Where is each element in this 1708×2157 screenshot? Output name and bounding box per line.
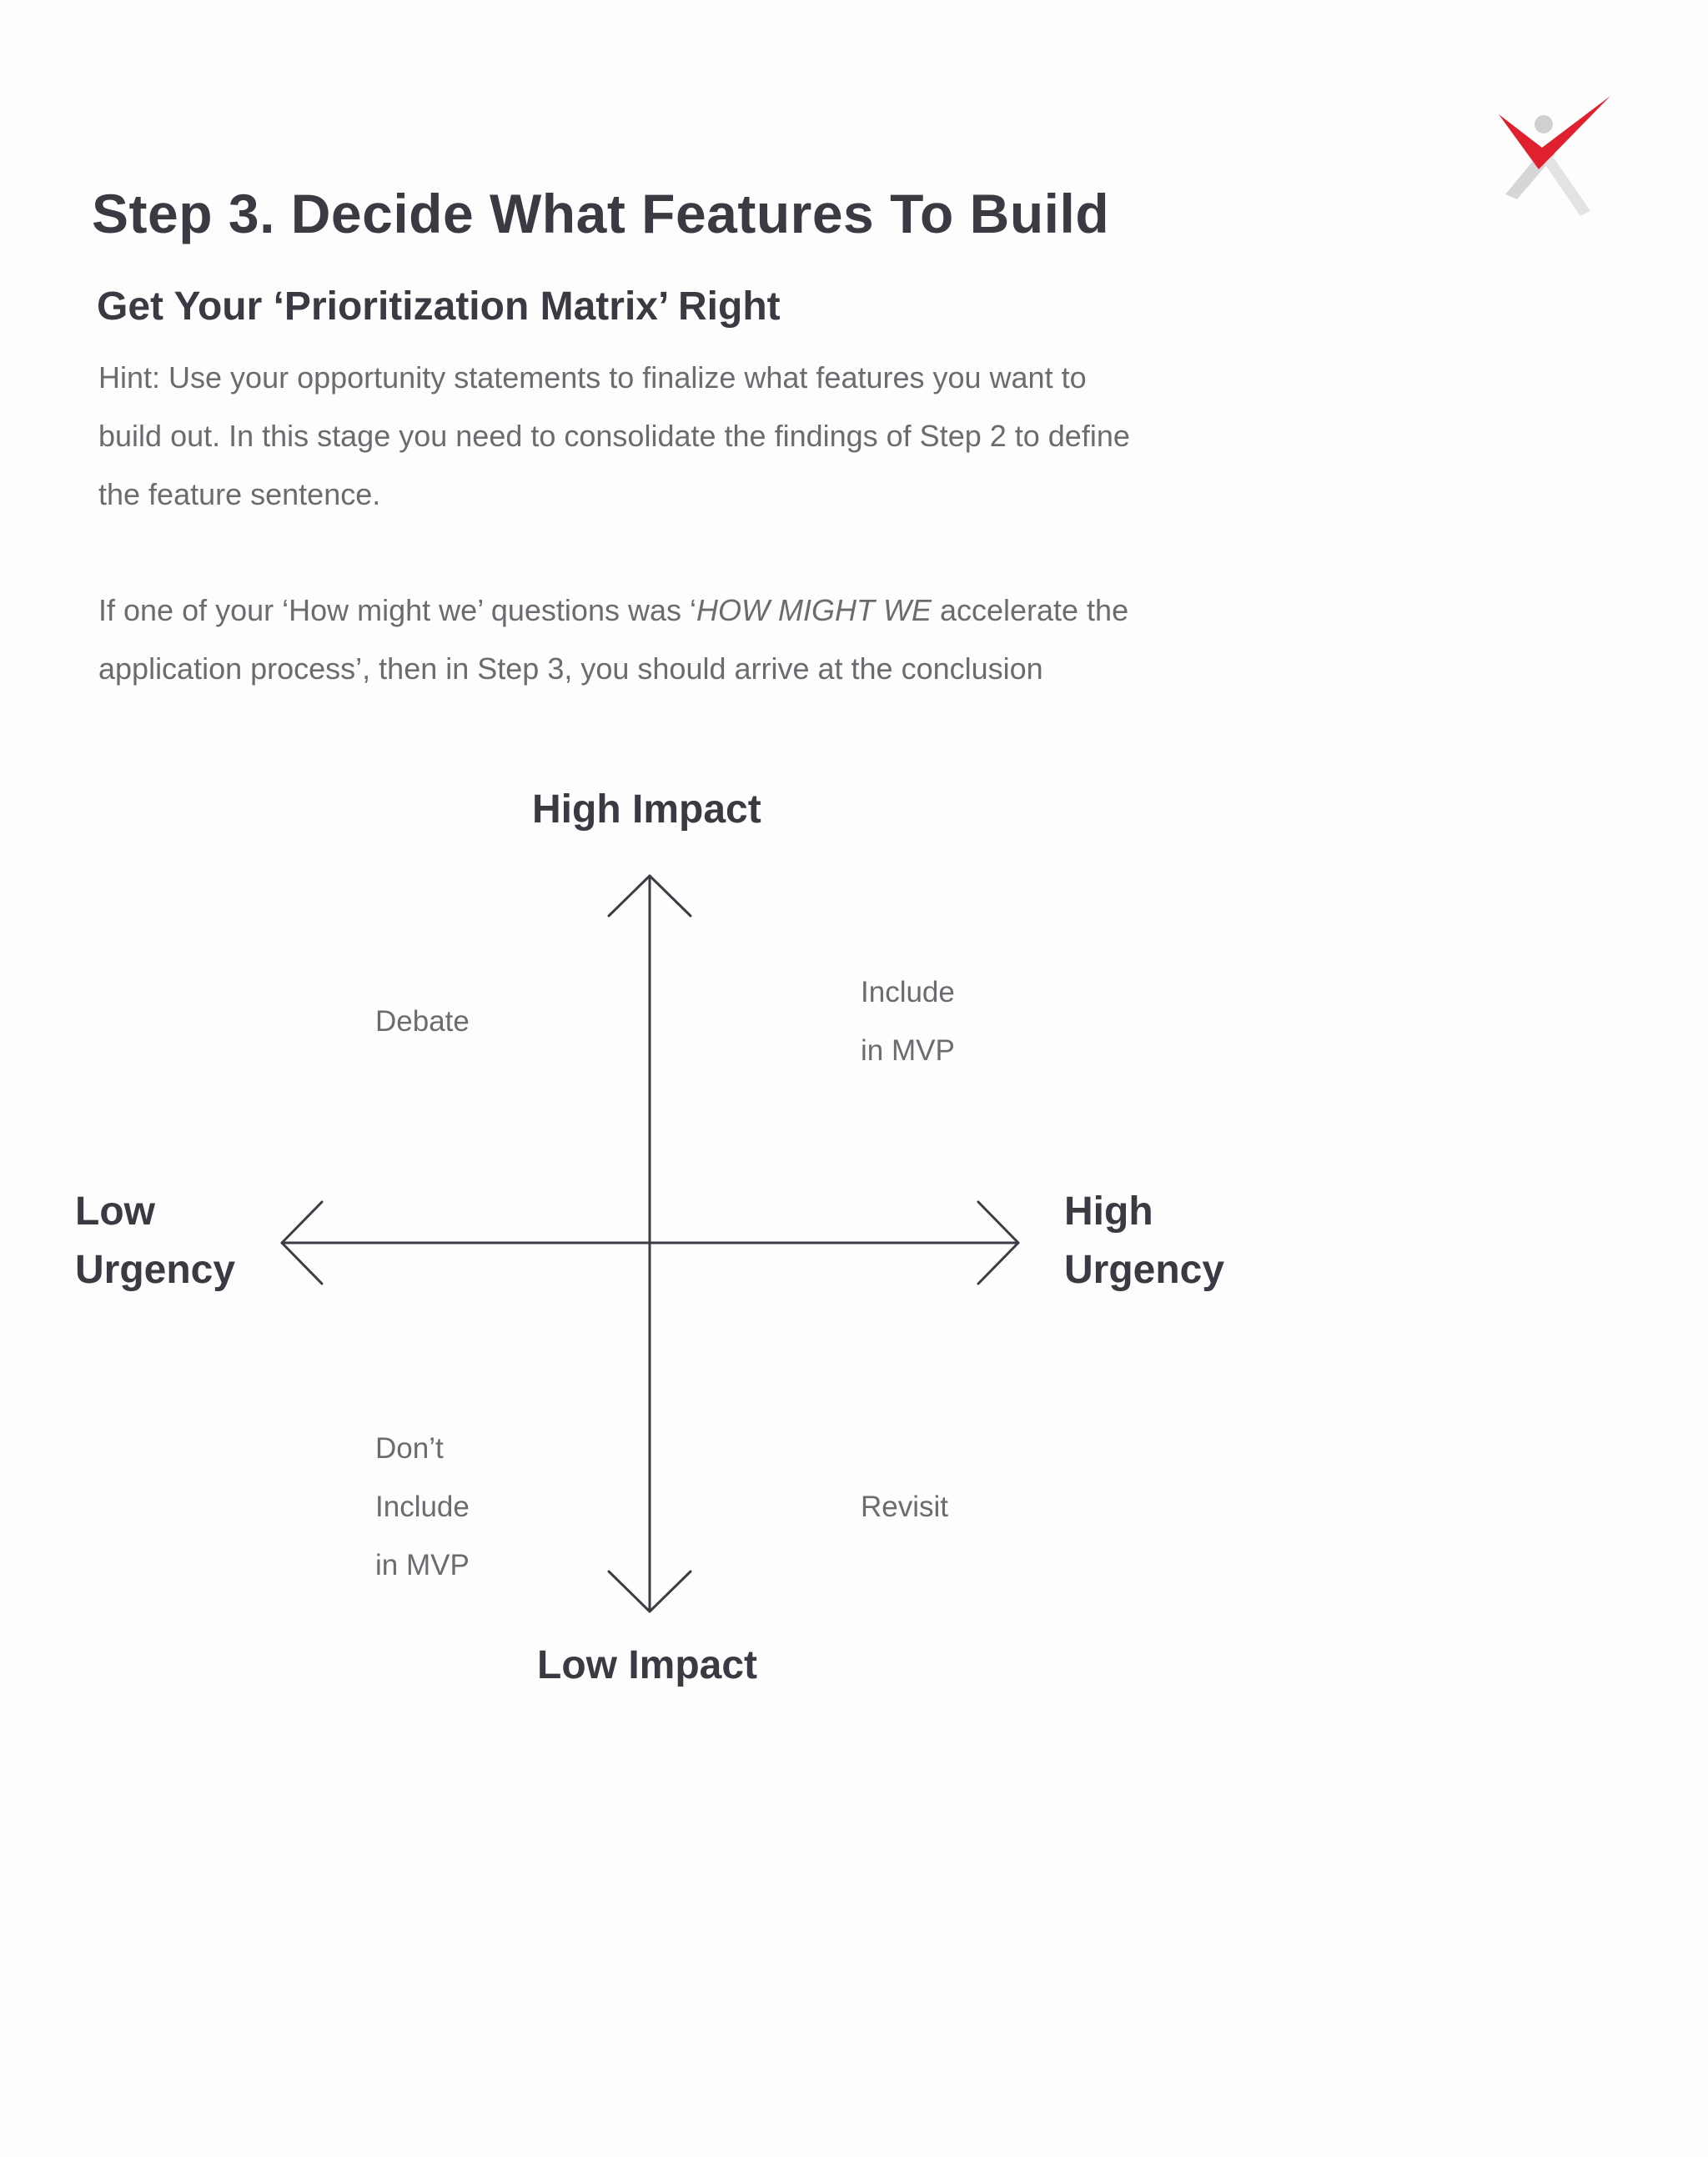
page-title: Step 3. Decide What Features To Build (92, 183, 1110, 244)
example-paragraph (98, 581, 1266, 698)
example-text: accelerate the (931, 593, 1129, 627)
quadrant-debate (375, 993, 470, 1051)
quadrant-include-in-mvp (861, 963, 955, 1080)
quadrant-label-line: Include (375, 1491, 470, 1523)
axis-label-low-impact: Low Impact (537, 1643, 758, 1687)
hint-line: build out. In this stage you need to consolidate the findings of Step 2 to define (98, 419, 1130, 453)
hint-line: Hint: Use your opportunity statements to finalize what features you want to (98, 360, 1087, 395)
example-emphasis: HOW MIGHT WE (696, 593, 932, 627)
arrow-up-icon (609, 876, 691, 916)
quadrant-label-line: in MVP (375, 1549, 470, 1581)
arrow-down-icon (609, 1571, 691, 1611)
quadrant-dont-include-in-mvp (375, 1420, 470, 1595)
quadrant-revisit (861, 1478, 948, 1536)
axis-label-line: Urgency (1064, 1248, 1225, 1292)
axis-label-line: High (1064, 1189, 1153, 1234)
axis-label-high-urgency (1064, 1183, 1224, 1300)
example-line (98, 581, 1266, 640)
quadrant-label-line: in MVP (861, 1034, 955, 1067)
axis-label-high-impact: High Impact (532, 787, 761, 832)
axis-label-line: Urgency (75, 1248, 236, 1292)
quadrant-label-line: Don’t (375, 1432, 444, 1465)
example-text: If one of your ‘How might we’ questions was ‘ (98, 593, 696, 627)
quadrant-label-line: Debate (375, 1005, 470, 1038)
quadrant-label-line: Revisit (861, 1491, 949, 1523)
hint-paragraph (98, 349, 1266, 524)
quadrant-label-line: Include (861, 976, 955, 1008)
section-subtitle: Get Your ‘Prioritization Matrix’ Right (97, 284, 781, 329)
check-figure-logo-icon (1497, 96, 1614, 217)
arrow-right-icon (978, 1202, 1018, 1284)
hint-line: the feature sentence. (98, 477, 381, 511)
axis-label-line: Low (75, 1189, 155, 1234)
arrow-left-icon (282, 1202, 322, 1284)
axis-label-low-urgency (75, 1183, 235, 1300)
example-line: application process’, then in Step 3, you should arrive at the conclusion (98, 651, 1043, 686)
